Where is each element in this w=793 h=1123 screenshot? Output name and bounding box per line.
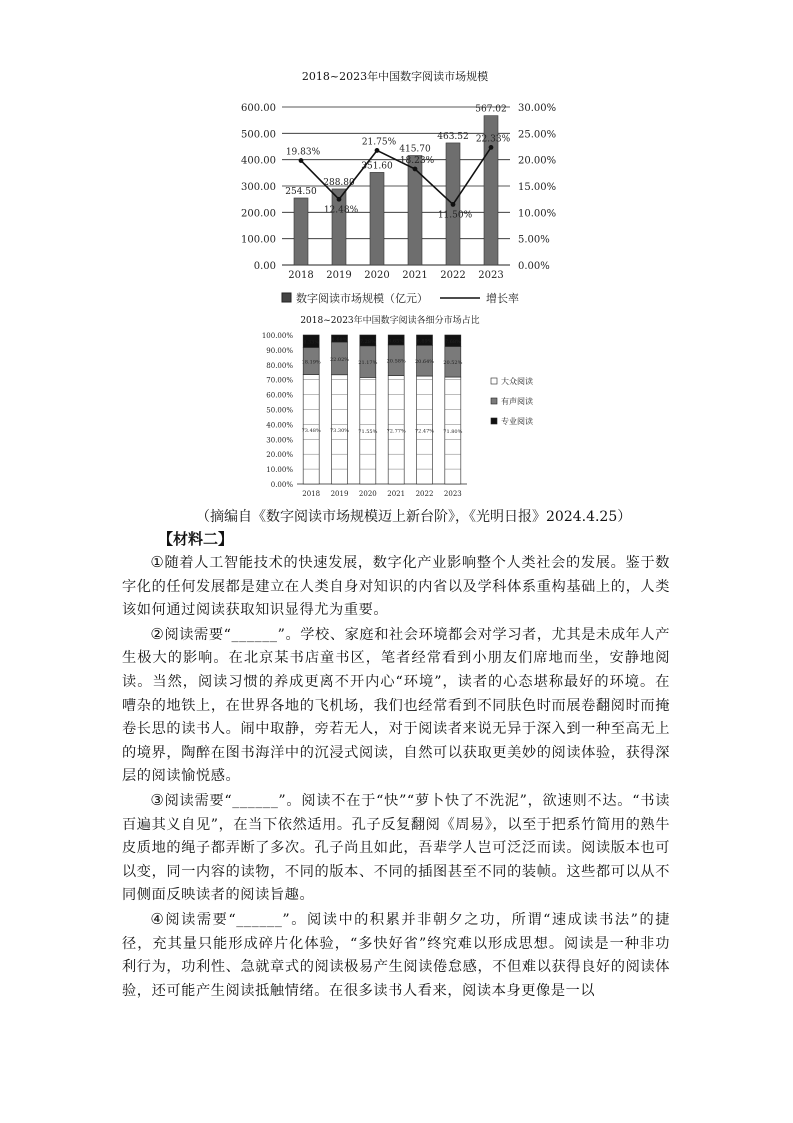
bar-value-label: 463.52	[437, 131, 469, 142]
y-right-tick-label: 30.00%	[518, 103, 557, 114]
y-tick-label: 30.00%	[266, 436, 293, 445]
segment-value-label: 20.58%	[386, 358, 406, 365]
x-tick-label: 2023	[478, 270, 504, 281]
y-left-tick-label: 200.00	[241, 208, 276, 220]
growth-rate-point	[451, 202, 456, 207]
segment-value-label: 71.55%	[358, 429, 378, 436]
article-body	[122, 551, 670, 1003]
segment-value-label: 7.28%	[359, 338, 376, 345]
segment-value-label: 21.17%	[358, 360, 378, 367]
bar-value-label: 415.70	[399, 144, 431, 155]
segment-value-label: 20.64%	[414, 359, 435, 366]
x-tick-label: 2022	[440, 270, 466, 281]
growth-rate-label: 12.48%	[323, 205, 359, 216]
segment-value-label: 22.02%	[329, 356, 350, 363]
y-tick-label: 0.00%	[270, 481, 293, 489]
chart1-title: 2018~2023年中国数字阅读市场规模	[301, 70, 489, 83]
legend-swatch	[491, 418, 497, 424]
section-heading: 【材料二】	[158, 530, 234, 548]
growth-rate-label: 21.75%	[361, 137, 397, 148]
y-left-tick-label: 0.00	[253, 261, 276, 272]
x-tick-label: 2023	[443, 490, 462, 498]
market-size-chart	[230, 95, 570, 310]
y-left-tick-label: 600.00	[241, 103, 276, 114]
growth-rate-line	[301, 144, 491, 204]
paragraph-2	[122, 623, 670, 789]
growth-rate-label: 11.50%	[437, 210, 473, 221]
paragraph-number: ④	[150, 909, 166, 928]
paragraph-text: 阅读需要“______”。阅读不在于“快”“萝卜快了不洗泥”，欲速则不达。“书读百遍其义自见”，在当下依然适用。孔子反复翻阅《周易》，以至于把系竹简用的熟牛皮质地的绳子都弄断了多次。孔子尚且如此，吾辈学人岂可泛泛而读。阅读版本也可以变，同一内容的读物，不同的版本、不同的插图甚至不同的装帧。这些都可以从不同侧面反映读者的阅读旨趣。	[122, 792, 670, 904]
growth-rate-label: 22.33%	[475, 134, 511, 145]
y-tick-label: 80.00%	[266, 361, 293, 370]
growth-rate-point	[337, 197, 342, 202]
y-tick-label: 10.00%	[266, 466, 293, 475]
legend-swatch-bar	[282, 293, 291, 302]
segment-value-label: 71.80%	[443, 429, 463, 436]
x-tick-label: 2021	[402, 270, 428, 281]
paragraph-text: 阅读需要“______”。阅读中的积累并非朝夕之功，所谓“速成读书法”的捷径，充其量只能形成碎片化体验，“多快好省”终究难以形成思想。阅读是一种非功利行为，功利性、急就章式的阅读极易产生阅读倦怠感，不但难以获得良好的阅读体验，还可能产生阅读抵触情绪。在很多读书人看来，阅读本身更像是一以	[122, 911, 670, 999]
y-tick-label: 90.00%	[266, 346, 293, 355]
x-tick-label: 2019	[326, 270, 352, 281]
growth-rate-label: 18.23%	[399, 155, 435, 166]
growth-rate-point	[489, 145, 494, 150]
y-right-tick-label: 0.00%	[518, 261, 550, 272]
segment-value-label: 4.68%	[331, 336, 348, 343]
bar-value-label: 351.60	[361, 161, 393, 172]
y-right-tick-label: 5.00%	[518, 234, 550, 246]
segment-value-label: 7.68%	[444, 339, 461, 346]
segment-value-label: 72.77%	[386, 428, 406, 435]
segment-value-label: 6.89%	[416, 338, 433, 345]
segment-value-label: 18.19%	[301, 359, 321, 366]
y-tick-label: 100.00%	[261, 332, 293, 340]
market-size-bar	[408, 156, 422, 265]
bar-value-label: 288.80	[323, 177, 355, 188]
growth-rate-point	[413, 167, 418, 172]
segment-value-label: 73.48%	[301, 427, 321, 434]
source-citation: （摘编自《数字阅读市场规模迈上新台阶》，《光明日报》2024.4.25）	[196, 509, 632, 525]
segment-value-label: 8.33%	[303, 339, 320, 346]
legend-swatch	[491, 378, 497, 384]
legend-label: 专业阅读	[501, 417, 533, 426]
y-right-tick-label: 10.00%	[518, 208, 557, 220]
y-tick-label: 60.00%	[266, 391, 293, 400]
y-tick-label: 70.00%	[266, 376, 293, 385]
y-right-tick-label: 15.00%	[518, 182, 557, 193]
segment-value-label: 73.30%	[329, 427, 350, 434]
legend-label: 大众阅读	[501, 377, 533, 386]
chart2-title: 2018~2023年中国数字阅读各细分市场占比	[300, 316, 480, 326]
legend-label: 数字阅读市场规模（亿元）	[296, 292, 428, 305]
x-tick-label: 2018	[302, 490, 321, 498]
bar-value-label: 567.02	[475, 104, 507, 115]
paragraph-text: 随着人工智能技术的快速发展，数字化产业影响整个人类社会的发展。鉴于数字化的任何发展都是建立在人类自身对知识的内省以及学科体系重构基础上的，人类该如何通过阅读获取知识显得尤为重要。	[122, 555, 670, 619]
paragraph-4	[122, 908, 670, 1003]
y-right-tick-label: 25.00%	[518, 129, 557, 141]
growth-rate-label: 19.83%	[285, 147, 321, 158]
y-left-tick-label: 300.00	[241, 182, 276, 193]
growth-rate-point	[299, 158, 304, 163]
bar-value-label: 254.50	[285, 186, 317, 197]
market-size-bar	[370, 172, 384, 265]
segment-share-chart	[255, 326, 555, 502]
y-tick-label: 50.00%	[266, 406, 293, 415]
market-size-bar	[294, 198, 308, 265]
x-tick-label: 2018	[288, 270, 314, 281]
paragraph-1	[122, 551, 670, 623]
x-tick-label: 2020	[364, 270, 390, 281]
paragraph-text: 阅读需要“______”。学校、家庭和社会环境都会对学习者，尤其是未成年人产生极大的影响。在北京某书店童书区，笔者经常看到小朋友们席地而坐，安静地阅读。当然，阅读习惯的养成更离不开内心“环境”，读者的心态堪称最好的环境。在嘈杂的地铁上，在世界各地的飞机场，我们也经常看到不同肤色时而展卷翻阅时而掩卷长思的读书人。闹中取静，旁若无人，对于阅读者来说无异于深入到一种至高无上的境界，陶醉在图书海洋中的沉浸式阅读，自然可以获取更美妙的阅读体验，获得深层的阅读愉悦感。	[122, 626, 670, 785]
growth-rate-point	[375, 148, 380, 153]
segment-value-label: 6.65%	[388, 338, 405, 345]
x-tick-label: 2020	[358, 490, 377, 498]
paragraph-number: ②	[150, 624, 165, 643]
legend-label: 增长率	[486, 292, 519, 305]
segment-value-label: 72.47%	[414, 428, 435, 435]
legend-label: 有声阅读	[501, 397, 533, 406]
legend-swatch	[491, 398, 497, 404]
y-left-tick-label: 100.00	[241, 234, 276, 246]
y-left-tick-label: 500.00	[241, 129, 276, 141]
paragraph-number: ③	[150, 790, 165, 809]
y-tick-label: 20.00%	[266, 451, 293, 460]
y-left-tick-label: 400.00	[241, 155, 276, 167]
segment-value-label: 20.52%	[443, 360, 463, 367]
paragraph-number: ①	[150, 553, 165, 571]
paragraph-3	[122, 789, 670, 908]
x-tick-label: 2019	[330, 490, 349, 498]
x-tick-label: 2022	[415, 490, 434, 498]
y-right-tick-label: 20.00%	[518, 155, 557, 167]
x-tick-label: 2021	[387, 490, 406, 498]
y-tick-label: 40.00%	[266, 421, 293, 430]
